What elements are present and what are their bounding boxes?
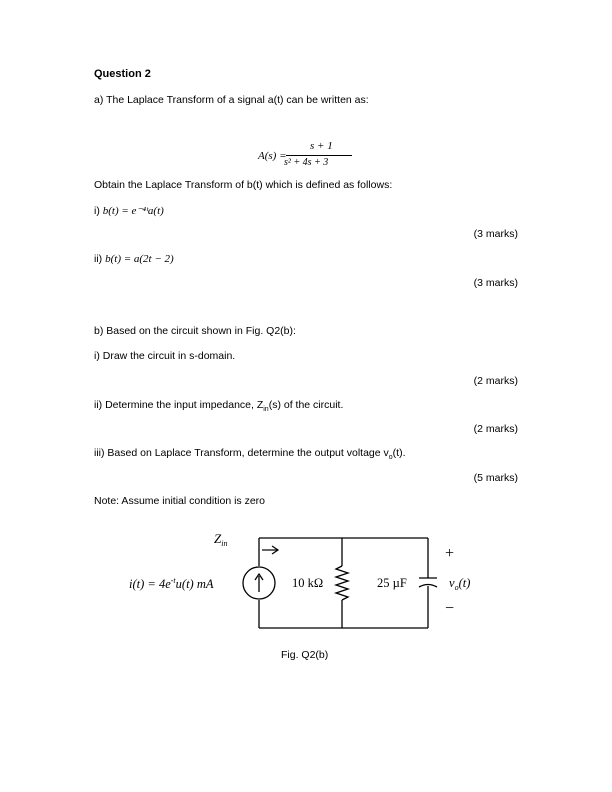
equation-numerator: s + 1 — [310, 140, 333, 152]
item-prefix: ii) — [94, 253, 106, 265]
capacitor-symbol — [419, 578, 437, 587]
circuit-diagram — [0, 520, 612, 720]
resistor-symbol — [336, 566, 348, 600]
part-a-item-i — [94, 204, 164, 217]
marks-b-iii: (5 marks) — [473, 472, 518, 484]
equation-denominator: s² + 4s + 3 — [284, 157, 329, 168]
item-expression: b(t) = a(2t − 2) — [105, 253, 174, 265]
question-title: Question 2 — [94, 68, 151, 80]
item-subscript: o — [388, 454, 393, 462]
plus-sign: + — [445, 545, 455, 562]
marks-b-ii: (2 marks) — [473, 423, 518, 435]
part-b-item-i: i) Draw the circuit in s-domain. — [94, 350, 236, 362]
zin-label: $Z_{in}$ — [214, 531, 228, 548]
fraction-bar — [286, 155, 352, 156]
item-expression: b(t) = e⁻⁴ᵗa(t) — [102, 205, 164, 217]
source-label: $i(t) = 4e^{-t}u(t)$ mA — [129, 576, 214, 591]
item-subscript: in — [263, 406, 269, 414]
marks-b-i: (2 marks) — [473, 375, 518, 387]
marks-a-i: (3 marks) — [473, 228, 518, 240]
current-source-symbol — [243, 567, 275, 599]
equation-lhs: A(s) = — [258, 150, 287, 162]
assumption-note: Note: Assume initial condition is zero — [94, 495, 265, 507]
resistor-label: 10 kΩ — [292, 576, 324, 590]
part-a-item-ii — [94, 253, 174, 265]
minus-sign: − — [445, 600, 455, 617]
part-b-item-ii — [94, 399, 343, 413]
part-a-intro: a) The Laplace Transform of a signal a(t) can be written as: — [94, 94, 369, 106]
item-text: ii) Determine the input impedance, Z — [94, 399, 264, 411]
part-b-item-iii — [94, 447, 405, 461]
item-text: iii) Based on Laplace Transform, determine the output voltage v — [94, 447, 389, 459]
part-a-instruction: Obtain the Laplace Transform of b(t) which is defined as follows: — [94, 179, 393, 191]
part-b-intro: b) Based on the circuit shown in Fig. Q2(b): — [94, 325, 296, 337]
figure-caption: Fig. Q2(b) — [281, 649, 329, 661]
item-text-end: (s) of the circuit. — [268, 399, 344, 411]
item-text-end: (t). — [392, 447, 406, 459]
item-prefix: i) — [94, 205, 103, 217]
vo-label: $v_o(t)$ — [449, 576, 471, 592]
zin-arrow — [262, 546, 278, 554]
capacitor-label: 25 µF — [377, 576, 407, 590]
marks-a-ii: (3 marks) — [473, 277, 518, 289]
